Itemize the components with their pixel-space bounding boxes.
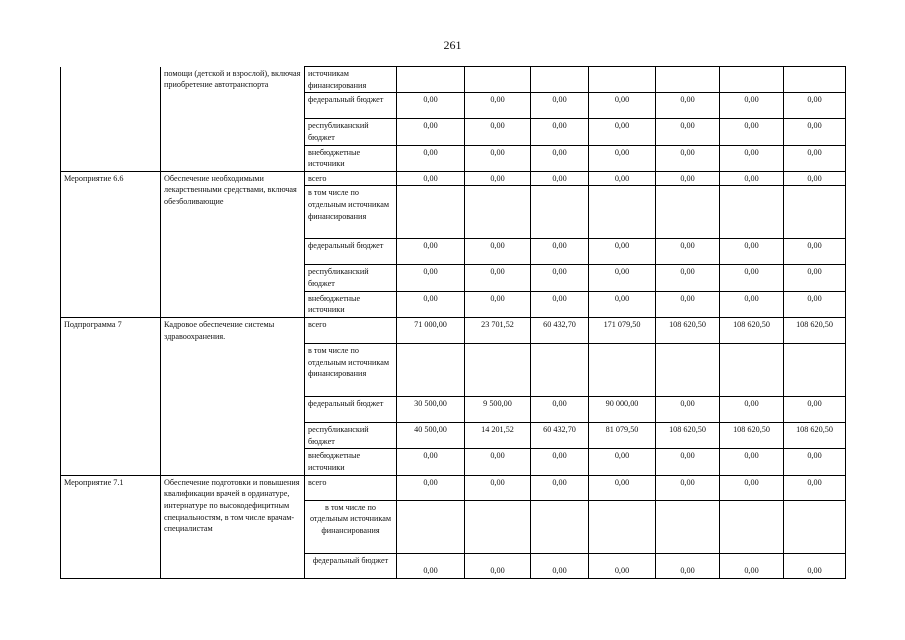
- amount-cell: 0,00: [656, 171, 720, 186]
- amount-cell: 0,00: [656, 449, 720, 475]
- table-row: [61, 171, 846, 186]
- amount-cell: 23 701,52: [465, 318, 531, 344]
- amount-cell: 0,00: [784, 553, 846, 578]
- amount-cell: 0,00: [397, 553, 465, 578]
- amount-cell: 0,00: [531, 475, 589, 500]
- item-name: помощи (детской и взрослой), включая приобретение автотранспорта: [161, 67, 305, 172]
- amount-cell: 90 000,00: [589, 397, 656, 423]
- funding-source: федеральный бюджет: [305, 239, 397, 265]
- amount-cell: 0,00: [720, 93, 784, 119]
- amount-cell: 60 432,70: [531, 423, 589, 449]
- amount-cell: 108 620,50: [720, 318, 784, 344]
- amount-cell: 108 620,50: [720, 423, 784, 449]
- amount-cell: [784, 186, 846, 239]
- amount-cell: [720, 186, 784, 239]
- amount-cell: 0,00: [784, 291, 846, 317]
- amount-cell: 71 000,00: [397, 318, 465, 344]
- amount-cell: 108 620,50: [784, 423, 846, 449]
- amount-cell: 108 620,50: [784, 318, 846, 344]
- amount-cell: 0,00: [589, 553, 656, 578]
- amount-cell: [656, 67, 720, 93]
- amount-cell: 0,00: [465, 475, 531, 500]
- amount-cell: 0,00: [531, 553, 589, 578]
- amount-cell: 0,00: [531, 397, 589, 423]
- funding-source: внебюджетные источники: [305, 449, 397, 475]
- amount-cell: [720, 500, 784, 553]
- funding-source: республиканский бюджет: [305, 265, 397, 291]
- amount-cell: 0,00: [465, 239, 531, 265]
- amount-cell: [656, 500, 720, 553]
- amount-cell: [531, 344, 589, 397]
- amount-cell: [589, 500, 656, 553]
- amount-cell: 171 079,50: [589, 318, 656, 344]
- amount-cell: 0,00: [531, 239, 589, 265]
- funding-source: республиканский бюджет: [305, 119, 397, 145]
- amount-cell: [465, 344, 531, 397]
- budget-table: [60, 66, 846, 579]
- amount-cell: 0,00: [397, 145, 465, 171]
- amount-cell: 108 620,50: [656, 318, 720, 344]
- table-row: [61, 318, 846, 344]
- amount-cell: 0,00: [720, 145, 784, 171]
- amount-cell: 0,00: [397, 119, 465, 145]
- amount-cell: 0,00: [720, 265, 784, 291]
- amount-cell: [465, 500, 531, 553]
- amount-cell: 0,00: [465, 171, 531, 186]
- amount-cell: 0,00: [465, 145, 531, 171]
- amount-cell: 0,00: [589, 119, 656, 145]
- table-row: [61, 475, 846, 500]
- amount-cell: 0,00: [656, 239, 720, 265]
- amount-cell: 0,00: [531, 449, 589, 475]
- amount-cell: 0,00: [589, 265, 656, 291]
- page-number: 261: [443, 38, 462, 52]
- amount-cell: [531, 500, 589, 553]
- funding-source: внебюджетные источники: [305, 145, 397, 171]
- amount-cell: 0,00: [656, 397, 720, 423]
- amount-cell: 0,00: [531, 93, 589, 119]
- funding-source: федеральный бюджет: [305, 553, 397, 578]
- amount-cell: 0,00: [589, 449, 656, 475]
- amount-cell: [531, 186, 589, 239]
- amount-cell: 0,00: [784, 397, 846, 423]
- amount-cell: 0,00: [656, 475, 720, 500]
- amount-cell: 0,00: [720, 119, 784, 145]
- amount-cell: 0,00: [720, 291, 784, 317]
- amount-cell: [397, 67, 465, 93]
- amount-cell: 0,00: [784, 119, 846, 145]
- amount-cell: 0,00: [589, 239, 656, 265]
- amount-cell: 0,00: [589, 291, 656, 317]
- amount-cell: 0,00: [589, 171, 656, 186]
- amount-cell: 0,00: [397, 171, 465, 186]
- amount-cell: 0,00: [531, 291, 589, 317]
- item-code: Мероприятие 6.6: [61, 171, 161, 317]
- amount-cell: 0,00: [531, 119, 589, 145]
- amount-cell: 0,00: [589, 93, 656, 119]
- amount-cell: 0,00: [784, 171, 846, 186]
- amount-cell: [589, 186, 656, 239]
- amount-cell: 0,00: [465, 553, 531, 578]
- table-row: [61, 67, 846, 93]
- amount-cell: 30 500,00: [397, 397, 465, 423]
- item-name: Кадровое обеспечение системы здравоохранения.: [161, 318, 305, 476]
- amount-cell: [397, 186, 465, 239]
- funding-source: источникам финансирования: [305, 67, 397, 93]
- amount-cell: 0,00: [784, 475, 846, 500]
- amount-cell: 60 432,70: [531, 318, 589, 344]
- amount-cell: 0,00: [784, 145, 846, 171]
- amount-cell: 0,00: [656, 291, 720, 317]
- amount-cell: 0,00: [784, 93, 846, 119]
- amount-cell: 0,00: [720, 475, 784, 500]
- amount-cell: [784, 500, 846, 553]
- amount-cell: 0,00: [720, 449, 784, 475]
- funding-source: в том числе по отдельным источникам финансирования: [305, 344, 397, 397]
- amount-cell: 9 500,00: [465, 397, 531, 423]
- amount-cell: 0,00: [397, 265, 465, 291]
- amount-cell: 0,00: [720, 553, 784, 578]
- amount-cell: 0,00: [397, 475, 465, 500]
- amount-cell: [589, 67, 656, 93]
- funding-source: всего: [305, 475, 397, 500]
- amount-cell: 0,00: [656, 145, 720, 171]
- amount-cell: 0,00: [656, 93, 720, 119]
- funding-source: федеральный бюджет: [305, 93, 397, 119]
- amount-cell: 0,00: [397, 239, 465, 265]
- amount-cell: [720, 67, 784, 93]
- amount-cell: 0,00: [784, 449, 846, 475]
- funding-source: всего: [305, 318, 397, 344]
- amount-cell: 0,00: [656, 265, 720, 291]
- item-code: Подпрограмма 7: [61, 318, 161, 476]
- amount-cell: 0,00: [589, 475, 656, 500]
- amount-cell: [720, 344, 784, 397]
- item-name: Обеспечение подготовки и повышения квалификации врачей в ординатуре, интернатуре по высокодефицитным специальностям, в том числе врачам-специалистам: [161, 475, 305, 578]
- amount-cell: 81 079,50: [589, 423, 656, 449]
- amount-cell: [784, 67, 846, 93]
- amount-cell: 0,00: [656, 119, 720, 145]
- amount-cell: 0,00: [465, 449, 531, 475]
- amount-cell: 0,00: [720, 239, 784, 265]
- funding-source: внебюджетные источники: [305, 291, 397, 317]
- amount-cell: [589, 344, 656, 397]
- amount-cell: [465, 186, 531, 239]
- amount-cell: [531, 67, 589, 93]
- amount-cell: 0,00: [465, 291, 531, 317]
- amount-cell: 0,00: [720, 397, 784, 423]
- amount-cell: 0,00: [531, 171, 589, 186]
- amount-cell: 0,00: [397, 93, 465, 119]
- funding-source: республиканский бюджет: [305, 423, 397, 449]
- amount-cell: 0,00: [531, 145, 589, 171]
- amount-cell: 14 201,52: [465, 423, 531, 449]
- amount-cell: 108 620,50: [656, 423, 720, 449]
- amount-cell: [656, 186, 720, 239]
- amount-cell: 0,00: [465, 119, 531, 145]
- amount-cell: 0,00: [784, 265, 846, 291]
- funding-source: в том числе по отдельным источникам финансирования: [305, 500, 397, 553]
- amount-cell: 0,00: [784, 239, 846, 265]
- item-code: [61, 67, 161, 172]
- item-code: Мероприятие 7.1: [61, 475, 161, 578]
- amount-cell: 0,00: [531, 265, 589, 291]
- funding-source: в том числе по отдельным источникам финансирования: [305, 186, 397, 239]
- funding-source: всего: [305, 171, 397, 186]
- amount-cell: [784, 344, 846, 397]
- amount-cell: [465, 67, 531, 93]
- amount-cell: 0,00: [720, 171, 784, 186]
- amount-cell: [397, 344, 465, 397]
- amount-cell: 0,00: [656, 553, 720, 578]
- amount-cell: 0,00: [465, 265, 531, 291]
- item-name: Обеспечение необходимыми лекарственными средствами, включая обезболивающие: [161, 171, 305, 317]
- amount-cell: 40 500,00: [397, 423, 465, 449]
- amount-cell: [397, 500, 465, 553]
- funding-source: федеральный бюджет: [305, 397, 397, 423]
- amount-cell: 0,00: [397, 449, 465, 475]
- amount-cell: [656, 344, 720, 397]
- amount-cell: 0,00: [589, 145, 656, 171]
- amount-cell: 0,00: [465, 93, 531, 119]
- amount-cell: 0,00: [397, 291, 465, 317]
